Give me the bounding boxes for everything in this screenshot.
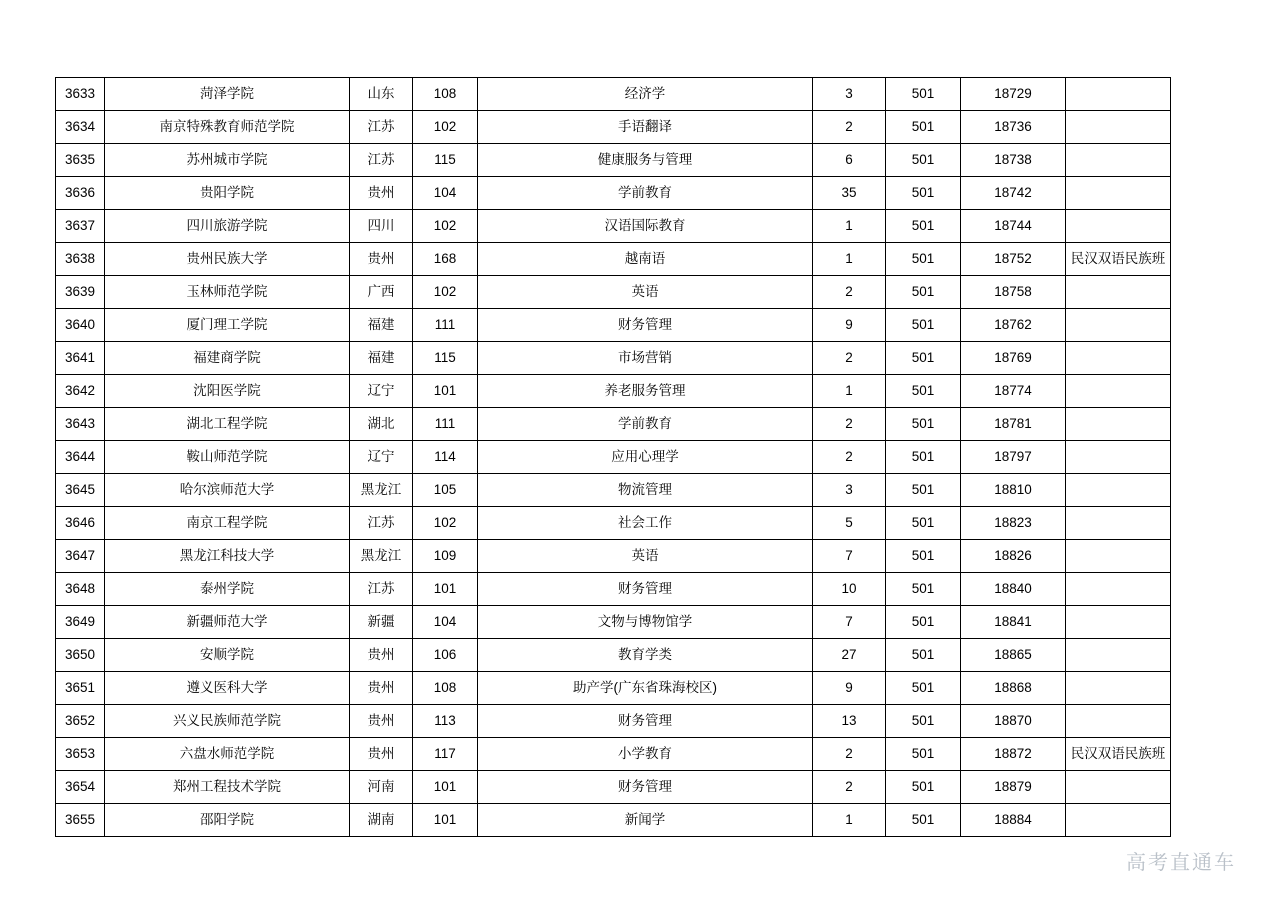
cell-school: 郑州工程技术学院 — [105, 771, 350, 804]
cell-score: 501 — [886, 573, 961, 606]
cell-num: 27 — [813, 639, 886, 672]
table-row — [56, 705, 1171, 738]
cell-id: 3643 — [56, 408, 105, 441]
cell-note: 民汉双语民族班 — [1066, 243, 1171, 276]
cell-province: 贵州 — [350, 672, 413, 705]
cell-score: 501 — [886, 309, 961, 342]
cell-score: 501 — [886, 210, 961, 243]
cell-code: 105 — [413, 474, 478, 507]
cell-note — [1066, 474, 1171, 507]
cell-province: 贵州 — [350, 738, 413, 771]
cell-code: 108 — [413, 672, 478, 705]
cell-id: 3642 — [56, 375, 105, 408]
cell-school: 四川旅游学院 — [105, 210, 350, 243]
table-body — [56, 78, 1171, 837]
cell-num: 2 — [813, 276, 886, 309]
cell-score: 501 — [886, 111, 961, 144]
cell-province: 新疆 — [350, 606, 413, 639]
cell-code: 113 — [413, 705, 478, 738]
cell-num: 35 — [813, 177, 886, 210]
cell-province: 辽宁 — [350, 375, 413, 408]
cell-num: 7 — [813, 540, 886, 573]
cell-id: 3637 — [56, 210, 105, 243]
cell-province: 湖北 — [350, 408, 413, 441]
cell-note — [1066, 342, 1171, 375]
cell-num: 3 — [813, 474, 886, 507]
cell-id: 3636 — [56, 177, 105, 210]
cell-note — [1066, 309, 1171, 342]
cell-note — [1066, 408, 1171, 441]
cell-id: 3635 — [56, 144, 105, 177]
cell-major: 市场营销 — [478, 342, 813, 375]
cell-major: 物流管理 — [478, 474, 813, 507]
cell-code: 111 — [413, 408, 478, 441]
cell-code: 115 — [413, 144, 478, 177]
cell-score: 501 — [886, 738, 961, 771]
cell-school: 贵州民族大学 — [105, 243, 350, 276]
cell-rank: 18736 — [961, 111, 1066, 144]
cell-id: 3653 — [56, 738, 105, 771]
cell-code: 101 — [413, 804, 478, 837]
cell-code: 101 — [413, 573, 478, 606]
cell-code: 108 — [413, 78, 478, 111]
cell-num: 3 — [813, 78, 886, 111]
cell-school: 兴义民族师范学院 — [105, 705, 350, 738]
cell-score: 501 — [886, 606, 961, 639]
cell-score: 501 — [886, 408, 961, 441]
table-row — [56, 474, 1171, 507]
cell-code: 102 — [413, 210, 478, 243]
cell-id: 3650 — [56, 639, 105, 672]
cell-note — [1066, 375, 1171, 408]
cell-note — [1066, 573, 1171, 606]
watermark-text: 高考直通车 — [1126, 852, 1236, 874]
cell-rank: 18865 — [961, 639, 1066, 672]
cell-school: 邵阳学院 — [105, 804, 350, 837]
cell-note — [1066, 276, 1171, 309]
cell-province: 贵州 — [350, 705, 413, 738]
cell-rank: 18738 — [961, 144, 1066, 177]
table-row — [56, 78, 1171, 111]
cell-rank: 18781 — [961, 408, 1066, 441]
cell-score: 501 — [886, 771, 961, 804]
cell-code: 115 — [413, 342, 478, 375]
cell-num: 2 — [813, 738, 886, 771]
cell-num: 10 — [813, 573, 886, 606]
cell-code: 101 — [413, 771, 478, 804]
cell-id: 3633 — [56, 78, 105, 111]
cell-major: 健康服务与管理 — [478, 144, 813, 177]
cell-code: 101 — [413, 375, 478, 408]
cell-major: 财务管理 — [478, 771, 813, 804]
cell-rank: 18729 — [961, 78, 1066, 111]
cell-province: 福建 — [350, 309, 413, 342]
cell-rank: 18758 — [961, 276, 1066, 309]
cell-num: 2 — [813, 771, 886, 804]
cell-major: 新闻学 — [478, 804, 813, 837]
cell-major: 英语 — [478, 276, 813, 309]
cell-id: 3655 — [56, 804, 105, 837]
cell-province: 贵州 — [350, 243, 413, 276]
cell-id: 3639 — [56, 276, 105, 309]
cell-major: 社会工作 — [478, 507, 813, 540]
cell-province: 江苏 — [350, 573, 413, 606]
cell-score: 501 — [886, 375, 961, 408]
cell-code: 102 — [413, 507, 478, 540]
cell-id: 3644 — [56, 441, 105, 474]
cell-num: 1 — [813, 804, 886, 837]
cell-id: 3654 — [56, 771, 105, 804]
cell-rank: 18769 — [961, 342, 1066, 375]
cell-id: 3648 — [56, 573, 105, 606]
table-row — [56, 639, 1171, 672]
cell-num: 2 — [813, 441, 886, 474]
cell-note — [1066, 144, 1171, 177]
cell-rank: 18752 — [961, 243, 1066, 276]
cell-num: 1 — [813, 375, 886, 408]
cell-major: 英语 — [478, 540, 813, 573]
table-row — [56, 606, 1171, 639]
cell-score: 501 — [886, 144, 961, 177]
cell-note — [1066, 672, 1171, 705]
cell-school: 菏泽学院 — [105, 78, 350, 111]
table-row — [56, 441, 1171, 474]
cell-major: 学前教育 — [478, 408, 813, 441]
cell-code: 102 — [413, 111, 478, 144]
cell-code: 104 — [413, 177, 478, 210]
cell-num: 6 — [813, 144, 886, 177]
cell-rank: 18774 — [961, 375, 1066, 408]
cell-rank: 18742 — [961, 177, 1066, 210]
cell-province: 贵州 — [350, 639, 413, 672]
table-row — [56, 507, 1171, 540]
cell-id: 3638 — [56, 243, 105, 276]
cell-rank: 18879 — [961, 771, 1066, 804]
cell-num: 5 — [813, 507, 886, 540]
cell-province: 四川 — [350, 210, 413, 243]
cell-note — [1066, 705, 1171, 738]
cell-code: 104 — [413, 606, 478, 639]
cell-score: 501 — [886, 243, 961, 276]
cell-id: 3651 — [56, 672, 105, 705]
cell-code: 102 — [413, 276, 478, 309]
cell-province: 黑龙江 — [350, 474, 413, 507]
cell-school: 泰州学院 — [105, 573, 350, 606]
cell-major: 汉语国际教育 — [478, 210, 813, 243]
cell-score: 501 — [886, 177, 961, 210]
cell-id: 3634 — [56, 111, 105, 144]
cell-school: 鞍山师范学院 — [105, 441, 350, 474]
cell-school: 黑龙江科技大学 — [105, 540, 350, 573]
cell-school: 南京特殊教育师范学院 — [105, 111, 350, 144]
cell-rank: 18762 — [961, 309, 1066, 342]
table-row — [56, 177, 1171, 210]
cell-rank: 18744 — [961, 210, 1066, 243]
cell-note — [1066, 507, 1171, 540]
cell-major: 应用心理学 — [478, 441, 813, 474]
cell-note — [1066, 111, 1171, 144]
cell-major: 学前教育 — [478, 177, 813, 210]
cell-province: 山东 — [350, 78, 413, 111]
cell-province: 黑龙江 — [350, 540, 413, 573]
cell-school: 沈阳医学院 — [105, 375, 350, 408]
cell-rank: 18868 — [961, 672, 1066, 705]
table-row — [56, 408, 1171, 441]
cell-score: 501 — [886, 441, 961, 474]
cell-major: 经济学 — [478, 78, 813, 111]
cell-school: 遵义医科大学 — [105, 672, 350, 705]
cell-school: 六盘水师范学院 — [105, 738, 350, 771]
cell-code: 106 — [413, 639, 478, 672]
cell-rank: 18884 — [961, 804, 1066, 837]
cell-num: 2 — [813, 408, 886, 441]
cell-num: 13 — [813, 705, 886, 738]
table-row — [56, 210, 1171, 243]
cell-province: 贵州 — [350, 177, 413, 210]
cell-id: 3647 — [56, 540, 105, 573]
cell-major: 财务管理 — [478, 705, 813, 738]
cell-major: 手语翻译 — [478, 111, 813, 144]
cell-rank: 18841 — [961, 606, 1066, 639]
cell-school: 安顺学院 — [105, 639, 350, 672]
cell-school: 新疆师范大学 — [105, 606, 350, 639]
cell-rank: 18870 — [961, 705, 1066, 738]
cell-note — [1066, 639, 1171, 672]
cell-major: 越南语 — [478, 243, 813, 276]
cell-rank: 18810 — [961, 474, 1066, 507]
cell-school: 贵阳学院 — [105, 177, 350, 210]
table-row — [56, 342, 1171, 375]
table-row — [56, 276, 1171, 309]
table-row — [56, 144, 1171, 177]
table-row — [56, 111, 1171, 144]
cell-note — [1066, 771, 1171, 804]
cell-province: 湖南 — [350, 804, 413, 837]
cell-major: 教育学类 — [478, 639, 813, 672]
cell-num: 1 — [813, 210, 886, 243]
cell-province: 广西 — [350, 276, 413, 309]
cell-note — [1066, 804, 1171, 837]
cell-province: 江苏 — [350, 507, 413, 540]
cell-note — [1066, 441, 1171, 474]
cell-rank: 18826 — [961, 540, 1066, 573]
cell-major: 财务管理 — [478, 573, 813, 606]
cell-num: 7 — [813, 606, 886, 639]
table-row — [56, 672, 1171, 705]
cell-score: 501 — [886, 705, 961, 738]
table-row — [56, 375, 1171, 408]
cell-score: 501 — [886, 474, 961, 507]
cell-code: 168 — [413, 243, 478, 276]
cell-score: 501 — [886, 507, 961, 540]
cell-num: 2 — [813, 342, 886, 375]
cell-code: 117 — [413, 738, 478, 771]
cell-school: 苏州城市学院 — [105, 144, 350, 177]
cell-major: 小学教育 — [478, 738, 813, 771]
cell-province: 江苏 — [350, 111, 413, 144]
cell-province: 福建 — [350, 342, 413, 375]
table-row — [56, 309, 1171, 342]
cell-score: 501 — [886, 804, 961, 837]
cell-num: 1 — [813, 243, 886, 276]
cell-score: 501 — [886, 276, 961, 309]
cell-note — [1066, 210, 1171, 243]
cell-id: 3645 — [56, 474, 105, 507]
cell-note: 民汉双语民族班 — [1066, 738, 1171, 771]
cell-major: 助产学(广东省珠海校区) — [478, 672, 813, 705]
cell-rank: 18840 — [961, 573, 1066, 606]
cell-code: 111 — [413, 309, 478, 342]
admission-plan-table — [55, 77, 1171, 837]
cell-school: 玉林师范学院 — [105, 276, 350, 309]
cell-major: 财务管理 — [478, 309, 813, 342]
cell-province: 江苏 — [350, 144, 413, 177]
table-row — [56, 804, 1171, 837]
cell-rank: 18872 — [961, 738, 1066, 771]
cell-school: 厦门理工学院 — [105, 309, 350, 342]
cell-code: 109 — [413, 540, 478, 573]
cell-major: 文物与博物馆学 — [478, 606, 813, 639]
cell-note — [1066, 540, 1171, 573]
cell-score: 501 — [886, 672, 961, 705]
cell-score: 501 — [886, 78, 961, 111]
cell-school: 福建商学院 — [105, 342, 350, 375]
cell-note — [1066, 606, 1171, 639]
table-row — [56, 771, 1171, 804]
cell-num: 2 — [813, 111, 886, 144]
table-row — [56, 243, 1171, 276]
cell-code: 114 — [413, 441, 478, 474]
cell-id: 3646 — [56, 507, 105, 540]
cell-school: 南京工程学院 — [105, 507, 350, 540]
cell-note — [1066, 78, 1171, 111]
cell-province: 河南 — [350, 771, 413, 804]
cell-id: 3652 — [56, 705, 105, 738]
cell-id: 3641 — [56, 342, 105, 375]
cell-num: 9 — [813, 309, 886, 342]
cell-num: 9 — [813, 672, 886, 705]
cell-id: 3649 — [56, 606, 105, 639]
cell-score: 501 — [886, 540, 961, 573]
cell-score: 501 — [886, 342, 961, 375]
cell-rank: 18823 — [961, 507, 1066, 540]
cell-school: 湖北工程学院 — [105, 408, 350, 441]
table-row — [56, 573, 1171, 606]
cell-rank: 18797 — [961, 441, 1066, 474]
cell-id: 3640 — [56, 309, 105, 342]
table-row — [56, 738, 1171, 771]
table-row — [56, 540, 1171, 573]
cell-major: 养老服务管理 — [478, 375, 813, 408]
cell-province: 辽宁 — [350, 441, 413, 474]
cell-school: 哈尔滨师范大学 — [105, 474, 350, 507]
cell-score: 501 — [886, 639, 961, 672]
cell-note — [1066, 177, 1171, 210]
